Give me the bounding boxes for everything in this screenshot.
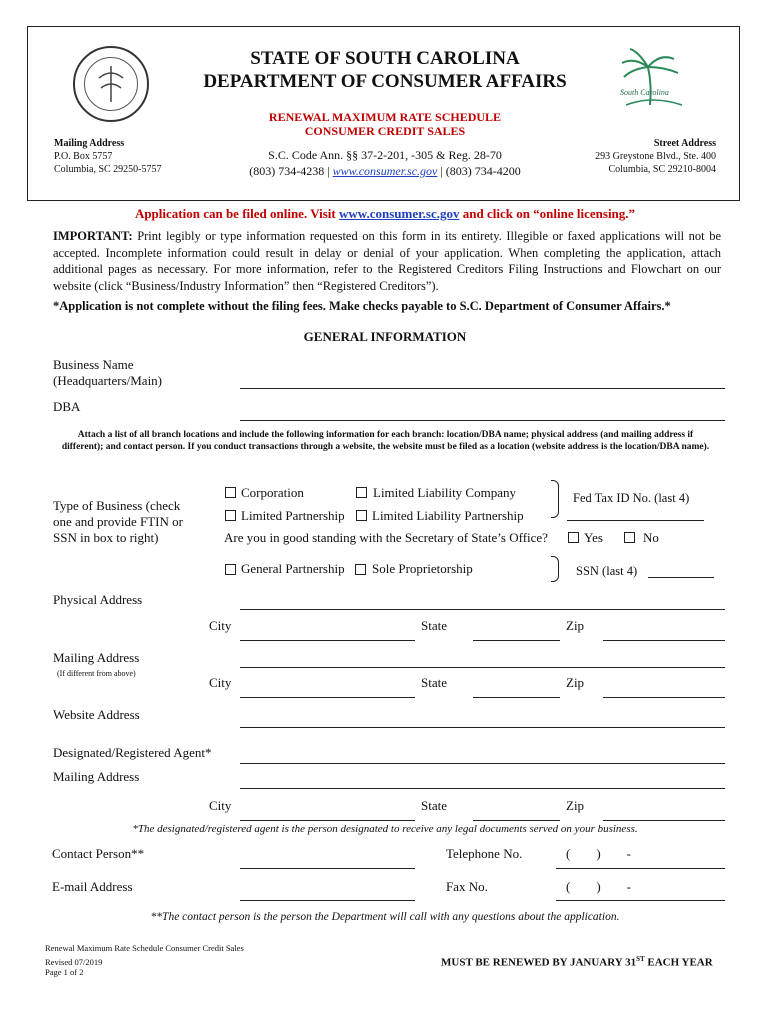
- form-title-1: RENEWAL MAXIMUM RATE SCHEDULE: [268, 110, 502, 124]
- physical-state-label: State: [421, 618, 447, 633]
- mailing-address-2: Columbia, SC 29250-5757: [54, 164, 162, 175]
- ssn-field[interactable]: [648, 577, 714, 578]
- mailing-zip-field[interactable]: [603, 697, 725, 698]
- fax-format: ( ) -: [566, 879, 631, 894]
- contact-note: **The contact person is the person the Department will call with any questions about the application.: [150, 911, 620, 923]
- street-address-2: Columbia, SC 29210-8004: [608, 164, 716, 175]
- phone-b: | (803) 734-4200: [437, 164, 521, 178]
- contact-person-label: Contact Person**: [52, 846, 145, 861]
- ssn-label: SSN (last 4): [576, 564, 638, 578]
- limited-partnership-label: Limited Partnership: [241, 508, 345, 523]
- agent-zip-field[interactable]: [603, 820, 725, 821]
- telephone-format: ( ) -: [566, 846, 631, 861]
- branch-attach-note: Attach a list of all branch locations and include the following information for each branch: location/DBA name; physical address (and mailing address if different); and contact person. If you conduct transactions through a website, the website must be filed as a location (website address is the location/DBA name).: [61, 430, 710, 452]
- code-citation: S.C. Code Ann. §§ 37-2-201, -305 & Reg. 28-70: [268, 148, 502, 162]
- general-partnership-checkbox[interactable]: [225, 564, 236, 575]
- important-paragraph: IMPORTANT: Print legibly or type information requested on this form in its entirety. Illegible or faxed applications will not be accepted. Incomplete information could result in delay or denial of your application. When completing the application, attach additional pages as necessary. For more information, refer to the Registered Creditors Filing Instructions and Flowchart on our website (click “Business/Industry Information” then “Registered Creditors”).: [53, 229, 721, 293]
- website-link[interactable]: www.consumer.sc.gov: [332, 164, 438, 178]
- online-filing-note: Application can be filed online. Visit www.consumer.sc.gov and click on “online licensing.”: [134, 206, 636, 221]
- llc-checkbox[interactable]: [356, 487, 367, 498]
- agent-mailing-field[interactable]: [240, 788, 725, 789]
- telephone-field[interactable]: [556, 868, 725, 869]
- agent-city-field[interactable]: [240, 820, 415, 821]
- mailing-state-field[interactable]: [473, 697, 560, 698]
- form-title-2: CONSUMER CREDIT SALES: [304, 124, 466, 138]
- telephone-label: Telephone No.: [446, 846, 523, 861]
- llc-label: Limited Liability Company: [373, 485, 516, 500]
- page-title-state: STATE OF SOUTH CAROLINA: [250, 48, 520, 69]
- limited-partnership-checkbox[interactable]: [225, 510, 236, 521]
- physical-zip-field[interactable]: [603, 640, 725, 641]
- agent-note: *The designated/registered agent is the person designated to receive any legal documents served on your business.: [132, 823, 638, 835]
- llp-checkbox[interactable]: [356, 510, 367, 521]
- street-address-1: 293 Greystone Blvd., Ste. 400: [595, 151, 716, 162]
- ssn-brace: [551, 556, 559, 582]
- section-heading-general: GENERAL INFORMATION: [303, 329, 467, 344]
- physical-city-label: City: [209, 618, 232, 633]
- sole-proprietorship-checkbox[interactable]: [355, 564, 366, 575]
- fed-tax-brace: [551, 480, 559, 518]
- agent-city-label: City: [209, 798, 232, 813]
- mailing-state-label: State: [421, 675, 447, 690]
- contact-person-field[interactable]: [240, 868, 415, 869]
- email-field[interactable]: [240, 900, 415, 901]
- fees-note: *Application is not complete without the filing fees. Make checks payable to S.C. Department of Consumer Affairs.*: [53, 299, 671, 313]
- registered-agent-label: Designated/Registered Agent*: [53, 745, 212, 760]
- agent-state-field[interactable]: [473, 820, 560, 821]
- general-partnership-label: General Partnership: [241, 561, 345, 576]
- business-name-label: Business Name: [53, 357, 134, 372]
- yes-label: Yes: [584, 530, 603, 545]
- good-standing-no-checkbox[interactable]: [624, 532, 635, 543]
- mailing-address-label: Mailing Address: [53, 650, 140, 665]
- good-standing-question: Are you in good standing with the Secretary of State’s Office?: [224, 530, 548, 545]
- dba-label: DBA: [53, 399, 81, 414]
- agent-state-label: State: [421, 798, 447, 813]
- mailing-zip-label: Zip: [566, 675, 585, 690]
- agent-mailing-label: Mailing Address: [53, 769, 140, 784]
- physical-address-field[interactable]: [240, 609, 725, 610]
- corporation-label: Corporation: [241, 485, 304, 500]
- business-name-field[interactable]: [240, 388, 725, 389]
- corporation-checkbox[interactable]: [225, 487, 236, 498]
- email-label: E-mail Address: [52, 879, 133, 894]
- good-standing-yes-checkbox[interactable]: [568, 532, 579, 543]
- phone-a: (803) 734-4238 |: [249, 164, 333, 178]
- mailing-address-1: P.O. Box 5757: [54, 151, 113, 162]
- footer-form-name: Renewal Maximum Rate Schedule Consumer Credit Sales: [45, 943, 244, 953]
- logo-text: South Carolina: [620, 88, 669, 97]
- footer-page-number: Page 1 of 2: [45, 967, 84, 977]
- fed-tax-id-field[interactable]: [567, 520, 704, 521]
- fed-tax-id-label: Fed Tax ID No. (last 4): [573, 491, 690, 505]
- renewal-deadline: MUST BE RENEWED BY JANUARY 31ST EACH YEAR: [441, 955, 713, 969]
- physical-city-field[interactable]: [240, 640, 415, 641]
- mailing-address-title: Mailing Address: [54, 138, 125, 149]
- if-different-note: (If different from above): [57, 669, 136, 678]
- agent-zip-label: Zip: [566, 798, 585, 813]
- footer-revised: Revised 07/2019: [45, 957, 103, 967]
- mailing-city-label: City: [209, 675, 232, 690]
- business-name-sublabel: (Headquarters/Main): [53, 373, 163, 388]
- page-title-dept: DEPARTMENT OF CONSUMER AFFAIRS: [203, 71, 567, 92]
- street-address-title: Street Address: [653, 138, 716, 149]
- fax-field[interactable]: [556, 900, 725, 901]
- mailing-city-field[interactable]: [240, 697, 415, 698]
- mailing-address-field[interactable]: [240, 667, 725, 668]
- physical-address-label: Physical Address: [53, 592, 143, 607]
- fax-label: Fax No.: [446, 879, 488, 894]
- website-address-label: Website Address: [53, 707, 140, 722]
- dba-field[interactable]: [240, 420, 725, 421]
- llp-label: Limited Liability Partnership: [372, 508, 524, 523]
- type-of-business-label: Type of Business (check one and provide FTIN or SSN in box to right): [53, 498, 183, 545]
- no-label: No: [643, 530, 659, 545]
- website-address-field[interactable]: [240, 727, 725, 728]
- physical-zip-label: Zip: [566, 618, 585, 633]
- registered-agent-field[interactable]: [240, 763, 725, 764]
- online-licensing-link[interactable]: www.consumer.sc.gov: [339, 206, 460, 221]
- sole-proprietorship-label: Sole Proprietorship: [372, 561, 473, 576]
- physical-state-field[interactable]: [473, 640, 560, 641]
